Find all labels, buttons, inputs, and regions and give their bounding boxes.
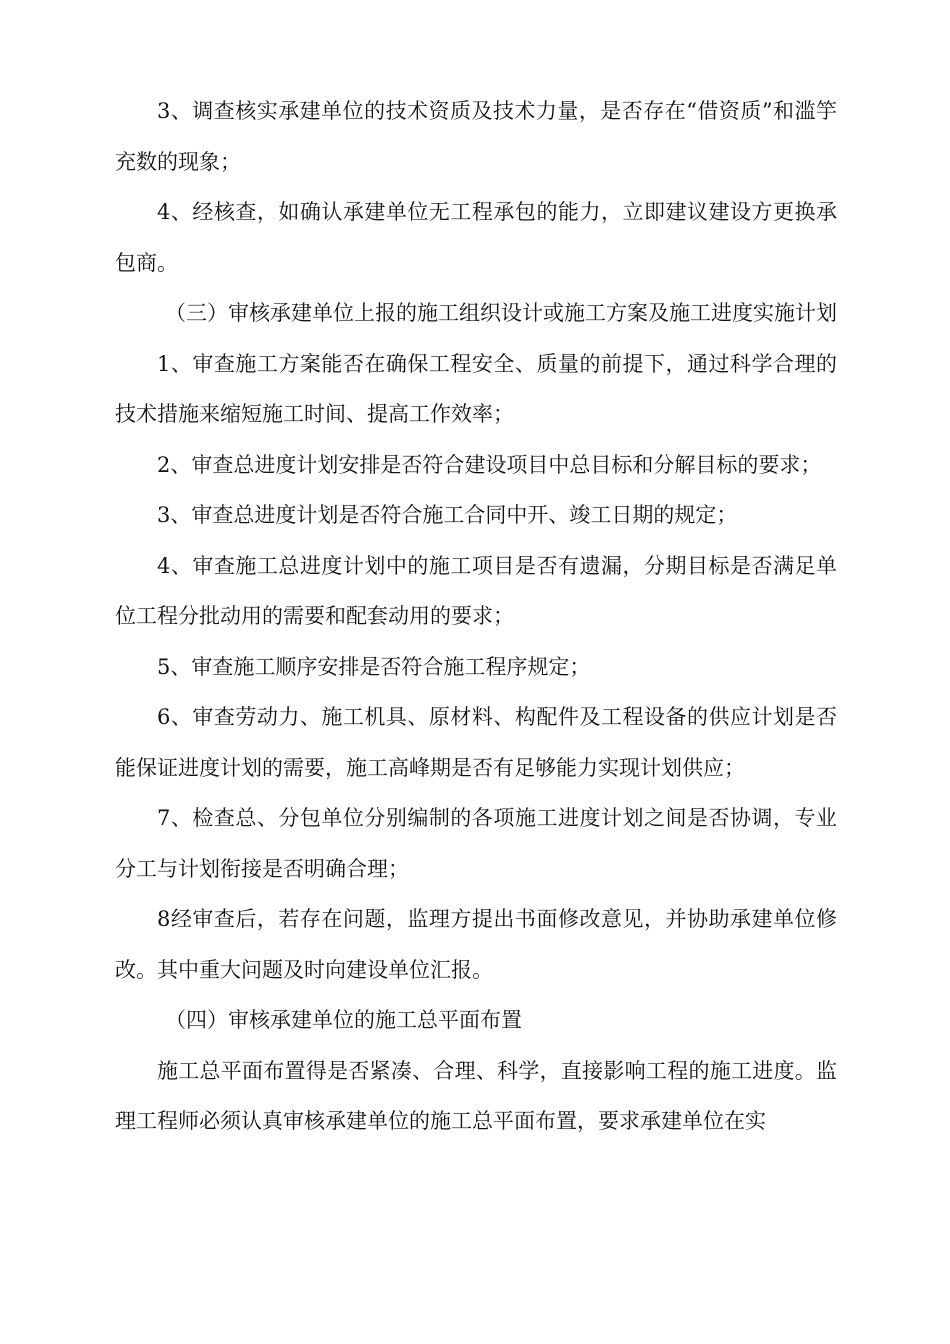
section-heading-4: （四）审核承建单位的施工总平面布置: [165, 1008, 522, 1032]
paragraph-item-4-schedule-omissions: 4、审查施工总进度计划中的施工项目是否有遗漏，分期目标是否满足单位工程分批动用的需要和配套动用的要求；: [115, 553, 837, 628]
paragraph-item-2-master-schedule: 2、审查总进度计划安排是否符合建设项目中总目标和分解目标的要求；: [157, 452, 822, 477]
paragraph-item-3-contract-dates: 3、审查总进度计划是否符合施工合同中开、竣工日期的规定；: [157, 503, 738, 527]
paragraph-item-1-construction-plan: 1、审查施工方案能否在确保工程安全、质量的前提下，通过科学合理的技术措施来缩短施工时间、提高工作效率；: [115, 351, 837, 426]
section-heading-3: （三）审核承建单位上报的施工组织设计或施工方案及施工进度实施计划: [165, 301, 837, 325]
paragraph-item-7-subcontractor-coordination: 7、检查总、分包单位分别编制的各项施工进度计划之间是否协调，专业分工与计划衔接是否明确合理；: [115, 806, 837, 881]
paragraph-item-5-construction-sequence: 5、审查施工顺序安排是否符合施工程序规定；: [157, 654, 591, 679]
paragraph-item-8-review-feedback: 8经审查后，若存在问题，监理方提出书面修改意见，并协助承建单位修改。其中重大问题及时向建设单位汇报。: [115, 907, 837, 982]
paragraph-item-3-qualification-check: 3、调查核实承建单位的技术资质及技术力量，是否存在“借资质”和滥竽充数的现象；: [115, 99, 837, 174]
paragraph-item-6-supply-plan: 6、审查劳动力、施工机具、原材料、构配件及工程设备的供应计划是否能保证进度计划的需要，施工高峰期是否有足够能力实现计划供应；: [115, 705, 837, 780]
document-body: [115, 86, 837, 1147]
paragraph-item-4-replace-contractor: 4、经核查，如确认承建单位无工程承包的能力，立即建议建设方更换承包商。: [115, 200, 837, 275]
paragraph-site-layout: 施工总平面布置得是否紧凑、合理、科学，直接影响工程的施工进度。监理工程师必须认真审核承建单位的施工总平面布置，要求承建单位在实: [115, 1058, 837, 1133]
